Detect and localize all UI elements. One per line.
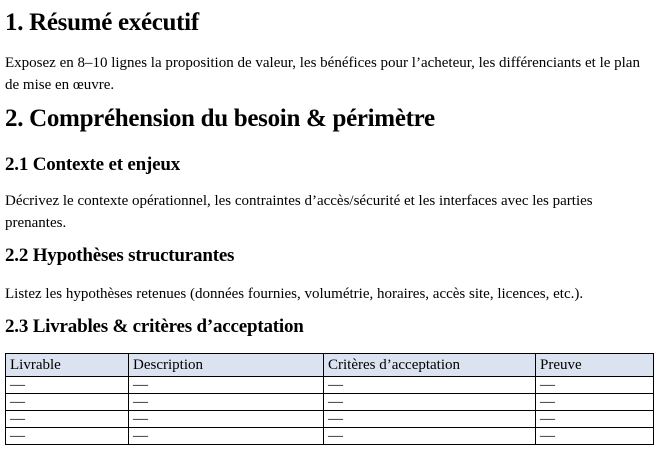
table-header-livrable: Livrable: [6, 354, 129, 377]
table-row: [6, 428, 654, 445]
table-cell: —: [6, 377, 129, 394]
table-header-row: [6, 354, 654, 377]
table-cell: —: [536, 428, 654, 445]
table-cell: —: [324, 394, 536, 411]
table-cell: —: [536, 394, 654, 411]
table-cell: —: [6, 428, 129, 445]
heading-livrables-criteres: 2.3 Livrables & critères d’acceptation: [5, 316, 304, 337]
heading-resume-executif: 1. Résumé exécutif: [5, 9, 199, 36]
table-cell: —: [536, 411, 654, 428]
table-cell: —: [129, 377, 324, 394]
table-header-description: Description: [129, 354, 324, 377]
paragraph-hypotheses-structurantes: Listez les hypothèses retenues (données fournies, volumétrie, horaires, accès site, licences, etc.).: [5, 286, 584, 302]
table-row: [6, 377, 654, 394]
table-cell: —: [129, 428, 324, 445]
livrables-table: [5, 353, 654, 445]
table-cell: —: [324, 411, 536, 428]
heading-hypotheses-structurantes: 2.2 Hypothèses structurantes: [5, 245, 235, 266]
table-header-preuve: Preuve: [536, 354, 654, 377]
table-cell: —: [324, 377, 536, 394]
heading-contexte-enjeux: 2.1 Contexte et enjeux: [5, 154, 180, 175]
heading-comprehension-besoin: 2. Compréhension du besoin & périmètre: [5, 105, 435, 132]
table-row: [6, 394, 654, 411]
document-page: [0, 8, 659, 445]
table-cell: —: [129, 411, 324, 428]
table-cell: —: [324, 428, 536, 445]
table-cell: —: [129, 394, 324, 411]
table-header-criteres: Critères d’acceptation: [324, 354, 536, 377]
table-cell: —: [536, 377, 654, 394]
paragraph-resume-executif: Exposez en 8–10 lignes la proposition de valeur, les bénéfices pour l’acheteur, les différenciants et le plan de mise en œuvre.: [5, 55, 640, 93]
table-cell: —: [6, 411, 129, 428]
table-cell: —: [6, 394, 129, 411]
paragraph-contexte-enjeux: Décrivez le contexte opérationnel, les contraintes d’accès/sécurité et les interfaces avec les parties prenantes.: [5, 193, 593, 231]
table-row: [6, 411, 654, 428]
